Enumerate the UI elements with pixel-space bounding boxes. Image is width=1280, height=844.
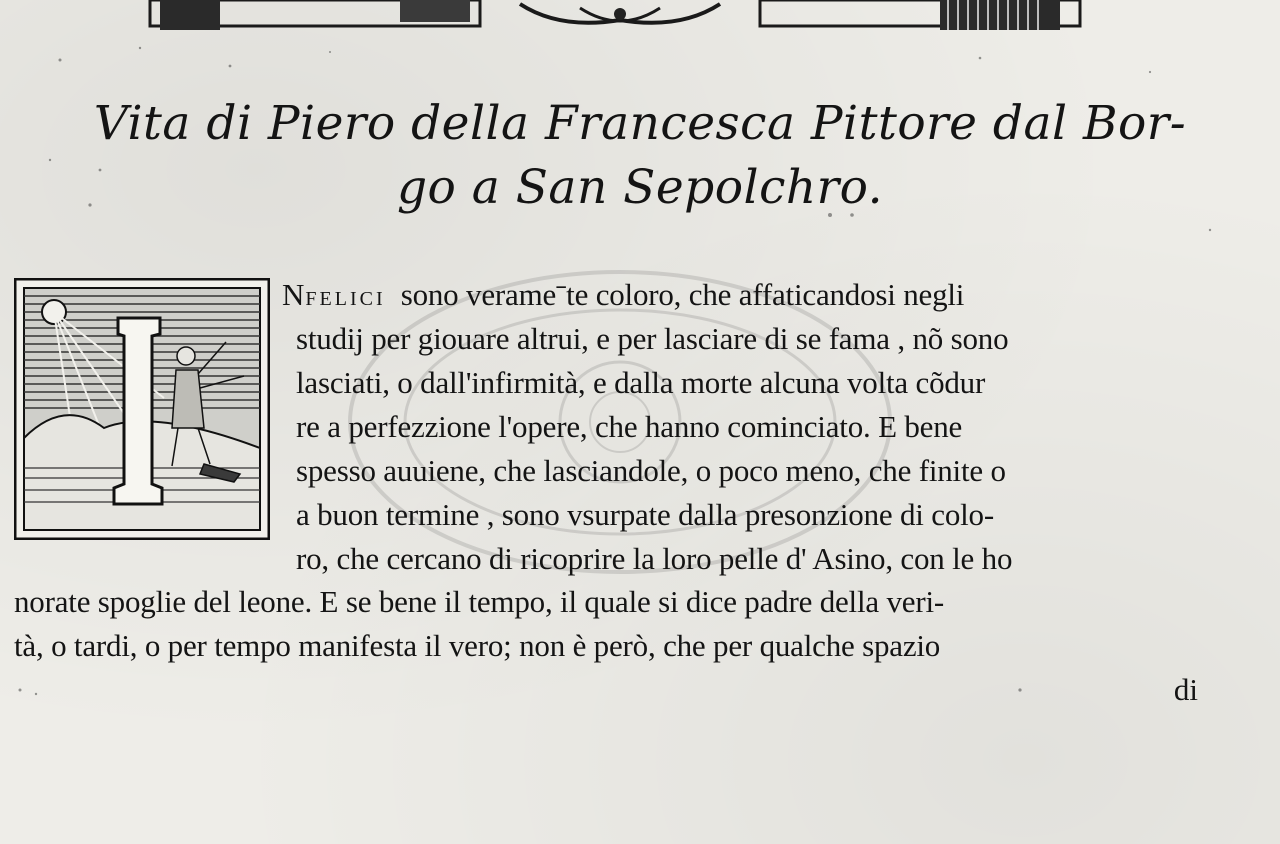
body-line-7: ro, che cercano di ricoprire la loro pelle d' Asino, con le ho [296, 541, 1013, 576]
opening-word-rest: FELICI [305, 288, 386, 310]
chapter-title [40, 92, 1240, 220]
body-line-6: a buon termine , sono vsurpate dalla presonzione di colo- [296, 497, 994, 532]
title-line-2: go a San Sepolchro. [396, 160, 884, 215]
woodcut-initial-I-icon [14, 278, 270, 540]
body-line-1 [282, 273, 964, 321]
body-line-1-text: sono verameˉte coloro, che affaticandosi negli [400, 277, 965, 312]
opening-letter: N [282, 277, 306, 312]
body-line-8: norate spoglie del leone. E se bene il tempo, il quale si dice padre della veri- [14, 584, 945, 619]
title-line-1: Vita di Piero della Francesca Pittore dal Bor- [93, 96, 1187, 151]
ornamental-headpiece-icon [140, 0, 1100, 34]
body-line-5: spesso auuiene, che lasciandole, o poco meno, che finite o [296, 453, 1006, 488]
body-line-2: studij per giouare altrui, e per lasciare di se fama , nõ sono [296, 321, 1009, 356]
body-line-9: tà, o tardi, o per tempo manifesta il vero; non è però, che per qualche spazio [14, 628, 941, 663]
catchword: di [1173, 672, 1198, 707]
body-line-3: lasciati, o dall'infirmità, e dalla morte alcuna volta cõdur [296, 365, 986, 400]
body-line-4: re a perfezzione l'opere, che hanno cominciato. E bene [296, 409, 963, 444]
